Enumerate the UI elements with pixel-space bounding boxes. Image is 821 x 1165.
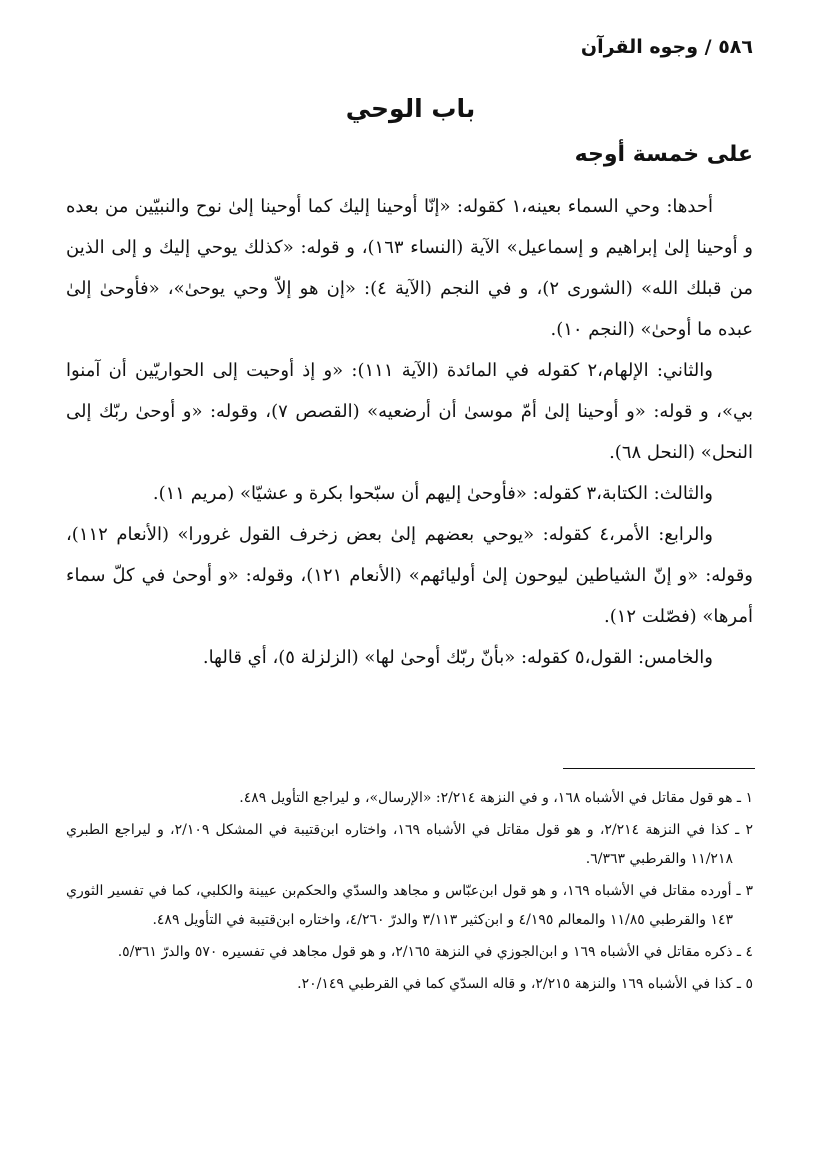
section-heading: على خمسة أوجه — [574, 142, 753, 167]
paragraph-fifth-aspect: والخامس: القول،٥ كقوله: «بأنّ ربّك أوحىٰ لها» (الزلزلة ٥)، أي قالها. — [202, 647, 713, 668]
paragraph-first-aspect: أحدها: وحي السماء بعينه،١ كقوله: «إنّا أوحينا إليك كما أوحينا إلىٰ نوح والنبيّين من بعده و أوحينا إلىٰ إبراهيم و إسماعيل» الآية (النساء ١٦٣)، و قوله: «كذلك يوحي إليك و إلى الذين من قبلك الله» (الشورى ٢)، و في النجم (الآية ٤): «إن هو إلاّ وحي يوحىٰ»، «فأوحىٰ إلىٰ عبده ما أوحىٰ» (النجم ١٠). — [66, 196, 753, 340]
paragraph-third-aspect: والثالث: الكتابة،٣ كقوله: «فأوحىٰ إليهم أن سبّحوا بكرة و عشيّا» (مريم ١١). — [152, 483, 713, 504]
paragraph-fourth-aspect: والرابع: الأمر،٤ كقوله: «يوحي بعضهم إلىٰ بعض زخرف القول غرورا» (الأنعام ١١٢)، وقوله: «و إنّ الشياطين ليوحون إلىٰ أوليائهم» (الأنعام ١٢١)، وقوله: «و أوحىٰ في كلّ سماء أمرها» (فصّلت ١٢). — [66, 524, 754, 627]
chapter-title: باب الوحي — [345, 94, 476, 123]
footnote-divider — [563, 768, 755, 769]
footnote-3: ٣ ـ أورده مقاتل في الأشباه ١٦٩، و هو قول ابن‌عبّاس و مجاهد والسدّي والحكم‌بن عيينة والكلبي، كما في تفسير الثوري ١٤٣ والقرطبي ١١/٨٥ والمعالم ٤/١٩٥ و ابن‌كثير ٣/١١٣ والدرّ ٤/٢٦٠، واختاره ابن‌قتيبة في التأويل ٤٨٩. — [66, 883, 754, 928]
main-text — [66, 186, 753, 678]
footnote-4: ٤ ـ ذكره مقاتل في الأشباه ١٦٩ و ابن‌الجوزي في النزهة ٢/١٦٥، و هو قول مجاهد في تفسيره ٥٧٠ والدرّ ٥/٣٦١. — [117, 944, 753, 960]
footnotes — [66, 784, 753, 1002]
footnote-2: ٢ ـ كذا في النزهة ٢/٢١٤، و هو قول مقاتل في الأشباه ١٦٩، واختاره ابن‌قتيبة في المشكل ٢/١٠٩، و ليراجع الطبري ١١/٢١٨ والقرطبي ٦/٣٦٣. — [66, 822, 753, 867]
paragraph-second-aspect: والثاني: الإلهام،٢ كقوله في المائدة (الآية ١١١): «و إذ أوحيت إلى الحواريّين أن آمنوا بي»، و قوله: «و أوحينا إلىٰ أمّ موسىٰ أن أرضعيه» (القصص ٧)، وقوله: «و أوحىٰ ربّك إلى النحل» (النحل ٦٨). — [66, 360, 753, 463]
footnote-5: ٥ ـ كذا في الأشباه ١٦٩ والنزهة ٢/٢١٥، و قاله السدّي كما في القرطبي ٢٠/١٤٩. — [297, 976, 753, 992]
footnote-1: ١ ـ هو قول مقاتل في الأشباه ١٦٨، و في النزهة ٢/٢١٤: «الإرسال»، و ليراجع التأويل ٤٨٩. — [239, 790, 753, 806]
running-header: ٥٨٦ / وجوه القرآن — [580, 36, 753, 58]
